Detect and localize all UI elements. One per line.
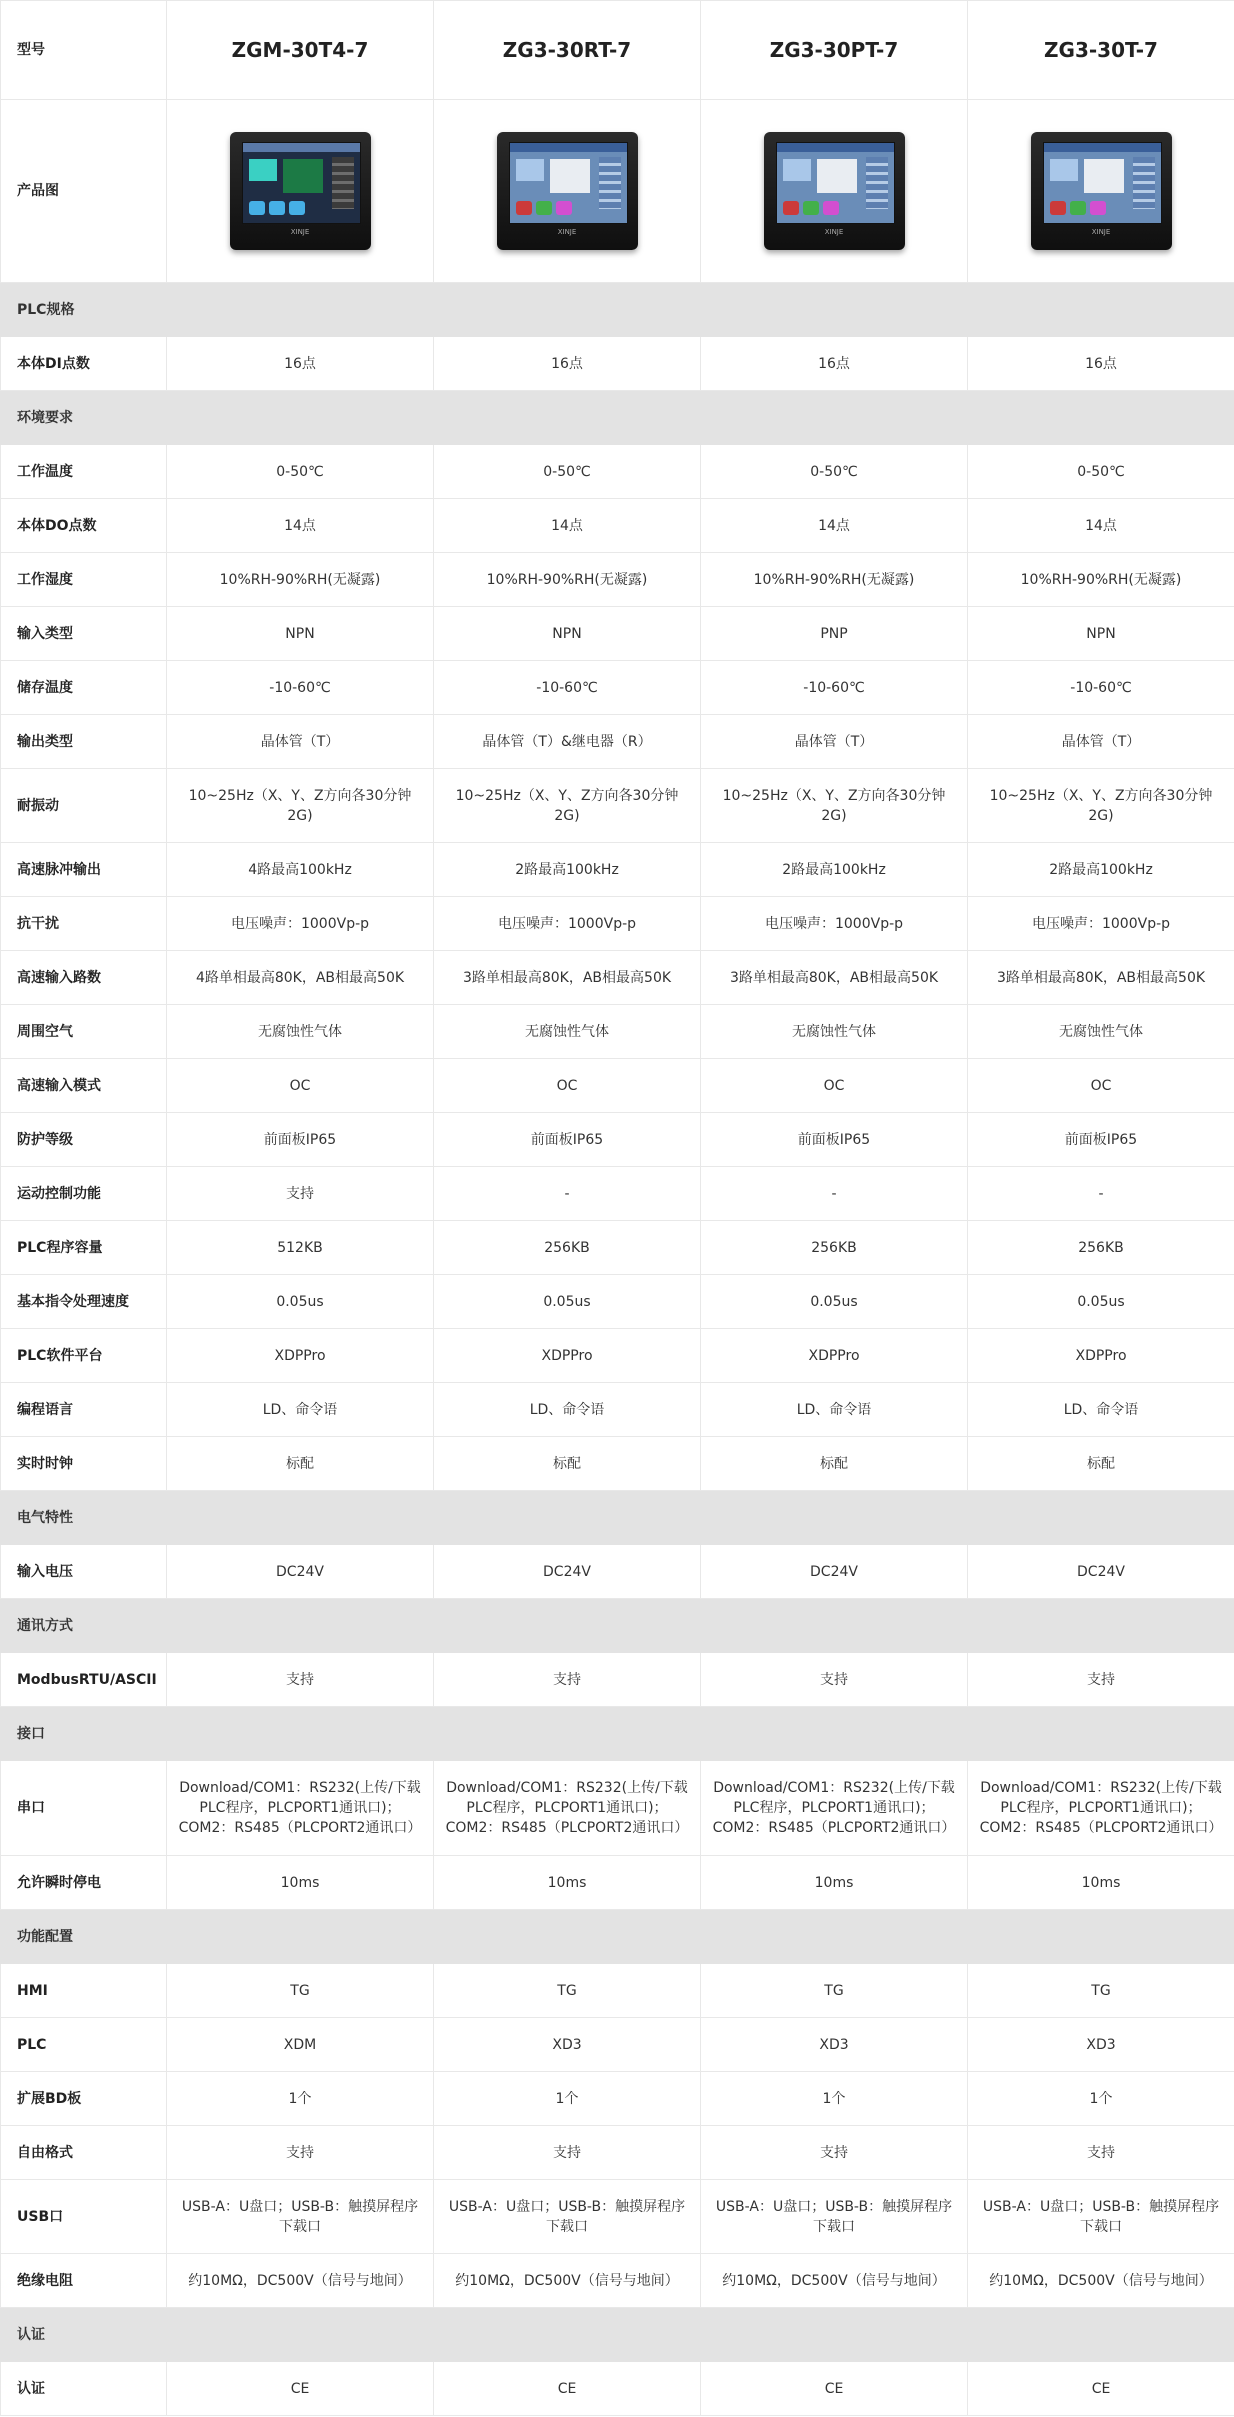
section-header: 环境要求: [1, 391, 1234, 445]
spec-row: [1, 1167, 1234, 1221]
spec-value: 0-50℃: [434, 445, 701, 499]
spec-value: 2路最高100kHz: [701, 843, 968, 897]
spec-value: -10-60℃: [434, 661, 701, 715]
spec-value: 前面板IP65: [968, 1113, 1234, 1167]
spec-row: [1, 2254, 1234, 2308]
spec-value: NPN: [434, 607, 701, 661]
spec-value: 电压噪声：1000Vp-p: [968, 897, 1234, 951]
spec-value: USB-A：U盘口；USB-B：触摸屏程序下载口: [167, 2180, 434, 2254]
row-label: 自由格式: [1, 2126, 167, 2180]
spec-value: 10%RH-90%RH(无凝露): [434, 553, 701, 607]
section-header: 接口: [1, 1707, 1234, 1761]
row-label: 输入类型: [1, 607, 167, 661]
spec-value: 0.05us: [968, 1275, 1234, 1329]
spec-value: 256KB: [434, 1221, 701, 1275]
spec-value: 10ms: [167, 1856, 434, 1910]
spec-row: [1, 2180, 1234, 2254]
spec-row: [1, 499, 1234, 553]
spec-row: [1, 1653, 1234, 1707]
section-header: 认证: [1, 2308, 1234, 2362]
spec-value: 3路单相最高80K，AB相最高50K: [701, 951, 968, 1005]
spec-value: 0.05us: [167, 1275, 434, 1329]
spec-value: 10%RH-90%RH(无凝露): [701, 553, 968, 607]
spec-row: [1, 843, 1234, 897]
spec-value: 14点: [434, 499, 701, 553]
spec-value: XDPPro: [968, 1329, 1234, 1383]
spec-value: 16点: [434, 337, 701, 391]
spec-value: 无腐蚀性气体: [701, 1005, 968, 1059]
row-label: 允许瞬时停电: [1, 1856, 167, 1910]
spec-row: [1, 1275, 1234, 1329]
row-label: 实时时钟: [1, 1437, 167, 1491]
spec-value: 0-50℃: [167, 445, 434, 499]
spec-value: 前面板IP65: [167, 1113, 434, 1167]
spec-value: 支持: [968, 2126, 1234, 2180]
row-label: 工作温度: [1, 445, 167, 499]
spec-value: OC: [968, 1059, 1234, 1113]
spec-value: CE: [167, 2362, 434, 2416]
row-label: 工作湿度: [1, 553, 167, 607]
spec-value: 3路单相最高80K，AB相最高50K: [968, 951, 1234, 1005]
spec-value: USB-A：U盘口；USB-B：触摸屏程序下载口: [701, 2180, 968, 2254]
spec-row: [1, 1113, 1234, 1167]
spec-value: DC24V: [434, 1545, 701, 1599]
spec-value: 10~25Hz（X、Y、Z方向各30分钟 2G): [434, 769, 701, 843]
spec-value: 0.05us: [701, 1275, 968, 1329]
spec-value: NPN: [167, 607, 434, 661]
spec-value: 1个: [434, 2072, 701, 2126]
spec-value: 1个: [701, 2072, 968, 2126]
spec-value: 约10MΩ，DC500V（信号与地间）: [968, 2254, 1234, 2308]
row-label: 串口: [1, 1761, 167, 1856]
spec-value: NPN: [968, 607, 1234, 661]
row-label: 扩展BD板: [1, 2072, 167, 2126]
model-name: ZG3-30RT-7: [434, 1, 701, 100]
spec-value: 标配: [701, 1437, 968, 1491]
spec-value: Download/COM1：RS232(上传/下载PLC程序，PLCPORT1通讯口)；COM2：RS485（PLCPORT2通讯口）: [968, 1761, 1234, 1856]
section-header: 电气特性: [1, 1491, 1234, 1545]
row-label: PLC程序容量: [1, 1221, 167, 1275]
spec-value: 支持: [701, 1653, 968, 1707]
spec-row: [1, 1059, 1234, 1113]
row-label: 本体DI点数: [1, 337, 167, 391]
spec-value: XD3: [968, 2018, 1234, 2072]
row-label: 耐振动: [1, 769, 167, 843]
spec-row: [1, 1005, 1234, 1059]
spec-value: 512KB: [167, 1221, 434, 1275]
row-label: 认证: [1, 2362, 167, 2416]
section-header: 功能配置: [1, 1910, 1234, 1964]
spec-value: 标配: [434, 1437, 701, 1491]
spec-row: [1, 2126, 1234, 2180]
spec-row: [1, 661, 1234, 715]
spec-row: [1, 769, 1234, 843]
spec-value: 14点: [968, 499, 1234, 553]
row-label: 运动控制功能: [1, 1167, 167, 1221]
spec-value: -10-60℃: [968, 661, 1234, 715]
spec-value: 10ms: [968, 1856, 1234, 1910]
spec-value: 256KB: [701, 1221, 968, 1275]
spec-value: 14点: [701, 499, 968, 553]
spec-row: [1, 1437, 1234, 1491]
spec-value: -: [434, 1167, 701, 1221]
spec-value: 0.05us: [434, 1275, 701, 1329]
spec-value: XDPPro: [434, 1329, 701, 1383]
spec-value: 4路单相最高80K，AB相最高50K: [167, 951, 434, 1005]
spec-value: 10~25Hz（X、Y、Z方向各30分钟 2G): [701, 769, 968, 843]
spec-value: 支持: [434, 2126, 701, 2180]
row-label: PLC软件平台: [1, 1329, 167, 1383]
spec-value: 16点: [968, 337, 1234, 391]
spec-row: [1, 1856, 1234, 1910]
spec-value: -: [701, 1167, 968, 1221]
row-label: 储存温度: [1, 661, 167, 715]
spec-value: LD、命令语: [968, 1383, 1234, 1437]
section-header: PLC规格: [1, 283, 1234, 337]
spec-value: 支持: [167, 1167, 434, 1221]
spec-value: 晶体管（T）: [968, 715, 1234, 769]
image-row: [1, 100, 1234, 283]
spec-value: 3路单相最高80K，AB相最高50K: [434, 951, 701, 1005]
spec-value: OC: [701, 1059, 968, 1113]
spec-value: 标配: [968, 1437, 1234, 1491]
spec-value: 0-50℃: [701, 445, 968, 499]
spec-value: 16点: [167, 337, 434, 391]
spec-value: OC: [434, 1059, 701, 1113]
spec-value: -: [968, 1167, 1234, 1221]
spec-row: [1, 2362, 1234, 2416]
spec-value: 2路最高100kHz: [434, 843, 701, 897]
spec-value: LD、命令语: [701, 1383, 968, 1437]
spec-value: TG: [968, 1964, 1234, 2018]
spec-value: 前面板IP65: [701, 1113, 968, 1167]
spec-row: [1, 1221, 1234, 1275]
row-label: PLC: [1, 2018, 167, 2072]
spec-row: [1, 337, 1234, 391]
spec-value: XD3: [434, 2018, 701, 2072]
spec-value: CE: [701, 2362, 968, 2416]
spec-value: -10-60℃: [167, 661, 434, 715]
spec-value: 256KB: [968, 1221, 1234, 1275]
spec-row: [1, 445, 1234, 499]
section-header: 通讯方式: [1, 1599, 1234, 1653]
row-label: 产品图: [1, 100, 167, 283]
spec-value: 晶体管（T）&继电器（R）: [434, 715, 701, 769]
row-label: 高速输入模式: [1, 1059, 167, 1113]
spec-value: -10-60℃: [701, 661, 968, 715]
spec-value: Download/COM1：RS232(上传/下载PLC程序，PLCPORT1通讯口)；COM2：RS485（PLCPORT2通讯口）: [701, 1761, 968, 1856]
spec-row: [1, 607, 1234, 661]
spec-value: 电压噪声：1000Vp-p: [434, 897, 701, 951]
spec-row: [1, 1964, 1234, 2018]
spec-value: 前面板IP65: [434, 1113, 701, 1167]
spec-value: 10~25Hz（X、Y、Z方向各30分钟 2G): [167, 769, 434, 843]
spec-value: 10%RH-90%RH(无凝露): [968, 553, 1234, 607]
row-label: 绝缘电阻: [1, 2254, 167, 2308]
spec-value: 无腐蚀性气体: [968, 1005, 1234, 1059]
row-label: USB口: [1, 2180, 167, 2254]
spec-value: 约10MΩ，DC500V（信号与地间）: [167, 2254, 434, 2308]
spec-row: [1, 951, 1234, 1005]
spec-value: TG: [167, 1964, 434, 2018]
spec-value: 10%RH-90%RH(无凝露): [167, 553, 434, 607]
spec-value: 约10MΩ，DC500V（信号与地间）: [434, 2254, 701, 2308]
row-label: 抗干扰: [1, 897, 167, 951]
spec-row: [1, 2018, 1234, 2072]
row-label: 输入电压: [1, 1545, 167, 1599]
spec-value: TG: [701, 1964, 968, 2018]
spec-value: DC24V: [167, 1545, 434, 1599]
row-label: HMI: [1, 1964, 167, 2018]
spec-row: [1, 1329, 1234, 1383]
spec-value: CE: [434, 2362, 701, 2416]
spec-row: [1, 1545, 1234, 1599]
row-label: 本体DO点数: [1, 499, 167, 553]
spec-value: XDPPro: [701, 1329, 968, 1383]
spec-value: DC24V: [701, 1545, 968, 1599]
spec-value: 支持: [701, 2126, 968, 2180]
spec-value: DC24V: [968, 1545, 1234, 1599]
spec-value: 1个: [167, 2072, 434, 2126]
spec-value: PNP: [701, 607, 968, 661]
spec-value: USB-A：U盘口；USB-B：触摸屏程序下载口: [434, 2180, 701, 2254]
spec-row: [1, 715, 1234, 769]
spec-value: XD3: [701, 2018, 968, 2072]
header-row: [1, 1, 1234, 100]
spec-value: 支持: [968, 1653, 1234, 1707]
spec-value: Download/COM1：RS232(上传/下载PLC程序，PLCPORT1通讯口)；COM2：RS485（PLCPORT2通讯口）: [434, 1761, 701, 1856]
spec-value: Download/COM1：RS232(上传/下载PLC程序，PLCPORT1通讯口)；COM2：RS485（PLCPORT2通讯口）: [167, 1761, 434, 1856]
spec-row: [1, 553, 1234, 607]
spec-value: CE: [968, 2362, 1234, 2416]
model-name: ZGM-30T4-7: [167, 1, 434, 100]
row-label: 输出类型: [1, 715, 167, 769]
spec-value: 约10MΩ，DC500V（信号与地间）: [701, 2254, 968, 2308]
row-label: 编程语言: [1, 1383, 167, 1437]
spec-value: 晶体管（T）: [167, 715, 434, 769]
spec-value: 支持: [434, 1653, 701, 1707]
spec-row: [1, 897, 1234, 951]
spec-value: 10ms: [434, 1856, 701, 1910]
spec-value: USB-A：U盘口；USB-B：触摸屏程序下载口: [968, 2180, 1234, 2254]
spec-value: 2路最高100kHz: [968, 843, 1234, 897]
spec-value: 4路最高100kHz: [167, 843, 434, 897]
spec-value: 电压噪声：1000Vp-p: [701, 897, 968, 951]
spec-value: 无腐蚀性气体: [167, 1005, 434, 1059]
spec-row: [1, 2072, 1234, 2126]
spec-value: 1个: [968, 2072, 1234, 2126]
product-image: XINJE: [167, 100, 434, 283]
spec-value: 16点: [701, 337, 968, 391]
spec-row: [1, 1761, 1234, 1856]
spec-row: [1, 1383, 1234, 1437]
spec-value: OC: [167, 1059, 434, 1113]
model-name: ZG3-30PT-7: [701, 1, 968, 100]
spec-value: 14点: [167, 499, 434, 553]
spec-value: 无腐蚀性气体: [434, 1005, 701, 1059]
row-label: 周围空气: [1, 1005, 167, 1059]
spec-value: 电压噪声：1000Vp-p: [167, 897, 434, 951]
row-label: ModbusRTU/ASCII: [1, 1653, 167, 1707]
row-label: 高速输入路数: [1, 951, 167, 1005]
spec-value: 支持: [167, 2126, 434, 2180]
product-image: XINJE: [701, 100, 968, 283]
model-name: ZG3-30T-7: [968, 1, 1234, 100]
row-label: 型号: [1, 1, 167, 100]
spec-value: XDPPro: [167, 1329, 434, 1383]
row-label: 高速脉冲输出: [1, 843, 167, 897]
spec-value: 标配: [167, 1437, 434, 1491]
spec-value: 10ms: [701, 1856, 968, 1910]
spec-value: XDM: [167, 2018, 434, 2072]
spec-value: 晶体管（T）: [701, 715, 968, 769]
spec-value: 支持: [167, 1653, 434, 1707]
spec-value: 10~25Hz（X、Y、Z方向各30分钟 2G): [968, 769, 1234, 843]
spec-value: LD、命令语: [434, 1383, 701, 1437]
product-image: XINJE: [968, 100, 1234, 283]
spec-value: 0-50℃: [968, 445, 1234, 499]
row-label: 防护等级: [1, 1113, 167, 1167]
row-label: 基本指令处理速度: [1, 1275, 167, 1329]
spec-value: TG: [434, 1964, 701, 2018]
spec-value: LD、命令语: [167, 1383, 434, 1437]
product-image: XINJE: [434, 100, 701, 283]
